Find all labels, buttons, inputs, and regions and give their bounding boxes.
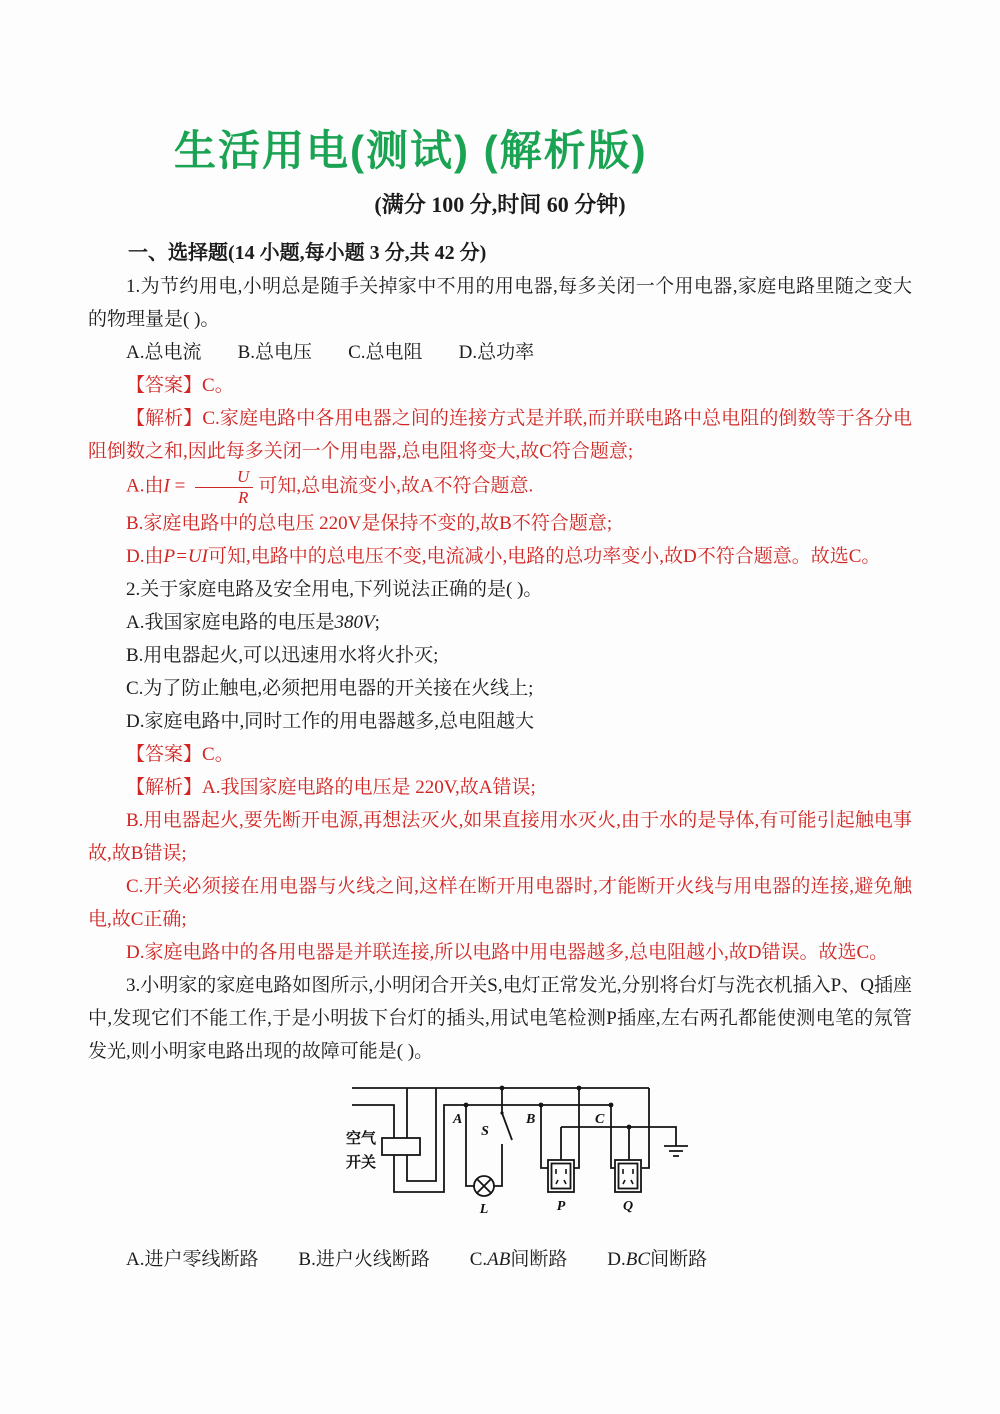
q3-option-c-text: 间断路 <box>510 1249 568 1271</box>
q2-analysis-d: D.家庭电路中的各用电器是并联连接,所以电路中用电器越多,总电阻越小,故D错误。故选C。 <box>126 942 889 964</box>
q1-options <box>88 336 912 369</box>
q1-option-a: A.总电流 <box>126 342 202 364</box>
q2-option-a <box>88 606 912 639</box>
ohms-law-fraction <box>195 468 253 507</box>
q2-analysis-c: C.开关必须接在用电器与火线之间,这样在断开用电器时,才能断开火线与用电器的连接,避免触电,故C正确; <box>88 876 912 931</box>
lamp-right-wire <box>494 1144 502 1186</box>
socket-p-holes <box>556 1169 566 1184</box>
q3-option-c-var: AB <box>487 1249 511 1271</box>
q3-option-d-var: BC <box>625 1249 651 1271</box>
q2-option-c: C.为了防止触电,必须把用电器的开关接在火线上; <box>126 678 534 700</box>
q1-option-b: B.总电压 <box>237 342 313 364</box>
q1-option-d: D.总功率 <box>458 342 535 364</box>
socket-q-neutral-wire <box>611 1105 615 1168</box>
q1-analysis-d <box>88 540 912 573</box>
q2-option-a-prefix: A.我国家庭电路的电压是 <box>126 612 335 634</box>
q3-option-d-label: D. <box>607 1249 626 1271</box>
q1-analysis-a-prefix: A.由 <box>126 476 164 498</box>
q2-option-a-suffix: ; <box>374 612 380 634</box>
fraction-numerator: U <box>195 468 253 488</box>
q3-option-b-label: B. <box>298 1249 316 1271</box>
q2-stem: 2.关于家庭电路及安全用电,下列说法正确的是( )。 <box>126 579 543 601</box>
q1-analysis-b: B.家庭电路中的总电压 220V是保持不变的,故B不符合题意; <box>126 513 613 535</box>
q3-stem: 3.小明家的家庭电路如图所示,小明闭合开关S,电灯正常发光,分别将台灯与洗衣机插入P、Q插座中,发现它们不能工作,于是小明拔下台灯的插头,用试电笔检测P插座,左右两孔都能使测电笔的氖管发光,则小明家电路出现的故障可能是( )。 <box>88 975 912 1063</box>
q1-option-c: C.总电阻 <box>348 342 423 364</box>
socket-q-inner <box>619 1164 638 1189</box>
q1-analysis-a-suffix: 可知,总电流变小,故A不符合题意. <box>258 476 534 498</box>
q1-stem: 1.为节约用电,小明总是随手关掉家中不用的用电器,每多关闭一个用电器,家庭电路里随之变大的物理量是( )。 <box>88 276 912 331</box>
switch-pivot-dot <box>500 1111 503 1114</box>
equals-sign: = <box>174 476 186 498</box>
answer-label: 【答案】 <box>126 744 203 766</box>
analysis-label: 【解析】 <box>126 777 203 799</box>
exam-meta: (满分 100 分,时间 60 分钟) <box>374 192 626 218</box>
q3-option-d <box>607 1249 707 1270</box>
air-switch-box <box>382 1138 420 1155</box>
q3-option-a <box>126 1249 259 1270</box>
q3-option-c-label: C. <box>469 1249 488 1271</box>
junction-dot <box>577 1086 582 1091</box>
air-switch-label-line2: 开关 <box>346 1155 377 1172</box>
power-formula: P=UI <box>163 546 208 568</box>
voltage-value: 380V <box>334 612 375 634</box>
q1-answer-value: C。 <box>202 375 234 397</box>
switch-label: S <box>481 1124 489 1140</box>
junction-dot-b <box>539 1103 544 1108</box>
q3-option-b <box>298 1249 429 1270</box>
q2-option-b: B.用电器起火,可以迅速用水将火扑灭; <box>126 645 439 667</box>
q1-analysis-c <box>88 402 912 468</box>
q1-analysis-d-prefix: D.由 <box>126 546 164 568</box>
current-symbol: I <box>163 476 170 498</box>
socket-q-label: Q <box>622 1199 634 1215</box>
air-switch-label-line1: 空气 <box>346 1131 377 1148</box>
socket-q-holes <box>623 1169 633 1184</box>
socket-q-live-wire <box>642 1088 649 1168</box>
q2-analysis-b: B.用电器起火,要先断开电源,再想法灭火,如果直接用水灭火,由于水的是导体,有可能引起触电事故,故B错误; <box>88 810 912 865</box>
live-breaker-jog <box>407 1088 436 1181</box>
junction-dot-c <box>609 1103 614 1108</box>
analysis-label: 【解析】 <box>126 408 203 430</box>
socket-p-inner <box>552 1164 571 1189</box>
q1-analysis-d-suffix: 可知,电路中的总电压不变,电流减小,电路的总功率变小,故D不符合题意。故选C。 <box>207 546 881 568</box>
junction-dot <box>500 1086 505 1091</box>
q2-answer <box>88 738 912 771</box>
q3-option-b-text: 进户火线断路 <box>315 1249 430 1271</box>
junction-dot-ground <box>627 1125 632 1130</box>
q3-option-a-text: 进户零线断路 <box>144 1249 259 1271</box>
lamp-cross <box>477 1179 491 1193</box>
section-heading: 一、选择题(14 小题,每小题 3 分,共 42 分) <box>128 242 487 265</box>
q2-option-d: D.家庭电路中,同时工作的用电器越多,总电阻越大 <box>126 711 534 733</box>
node-b-label: B <box>526 1112 536 1128</box>
q3-options <box>88 1243 912 1276</box>
q3-option-a-label: A. <box>126 1249 145 1271</box>
answer-label: 【答案】 <box>126 375 203 397</box>
lamp-label: L <box>479 1202 489 1218</box>
ground-icon <box>664 1146 688 1156</box>
switch-blade <box>502 1113 512 1140</box>
socket-p-label: P <box>556 1199 566 1215</box>
circuit-diagram <box>344 1080 700 1235</box>
socket-p-live-wire <box>574 1088 579 1168</box>
q1-answer <box>88 369 912 402</box>
socket-p-neutral-wire <box>541 1105 548 1168</box>
lamp-left-wire <box>466 1105 474 1186</box>
q2-answer-value: C。 <box>202 744 234 766</box>
q2-analysis-a <box>88 771 912 804</box>
fraction-denominator: R <box>237 488 249 508</box>
node-a-label: A <box>453 1112 463 1128</box>
junction-dot-a <box>464 1103 469 1108</box>
page-title: 生活用电(测试) (解析版) <box>174 127 648 174</box>
q1-analysis-c-text: C.家庭电路中各用电器之间的连接方式是并联,而并联电路中总电阻的倒数等于各分电阻倒数之和,因此每多关闭一个用电器,总电阻将变大,故C符合题意; <box>88 408 912 463</box>
q3-option-d-text: 间断路 <box>650 1249 708 1271</box>
node-c-label: C <box>595 1112 605 1128</box>
q2-analysis-a-text: A.我国家庭电路的电压是 220V,故A错误; <box>202 777 536 799</box>
q3-option-c <box>470 1249 568 1270</box>
q1-analysis-a <box>88 468 912 507</box>
